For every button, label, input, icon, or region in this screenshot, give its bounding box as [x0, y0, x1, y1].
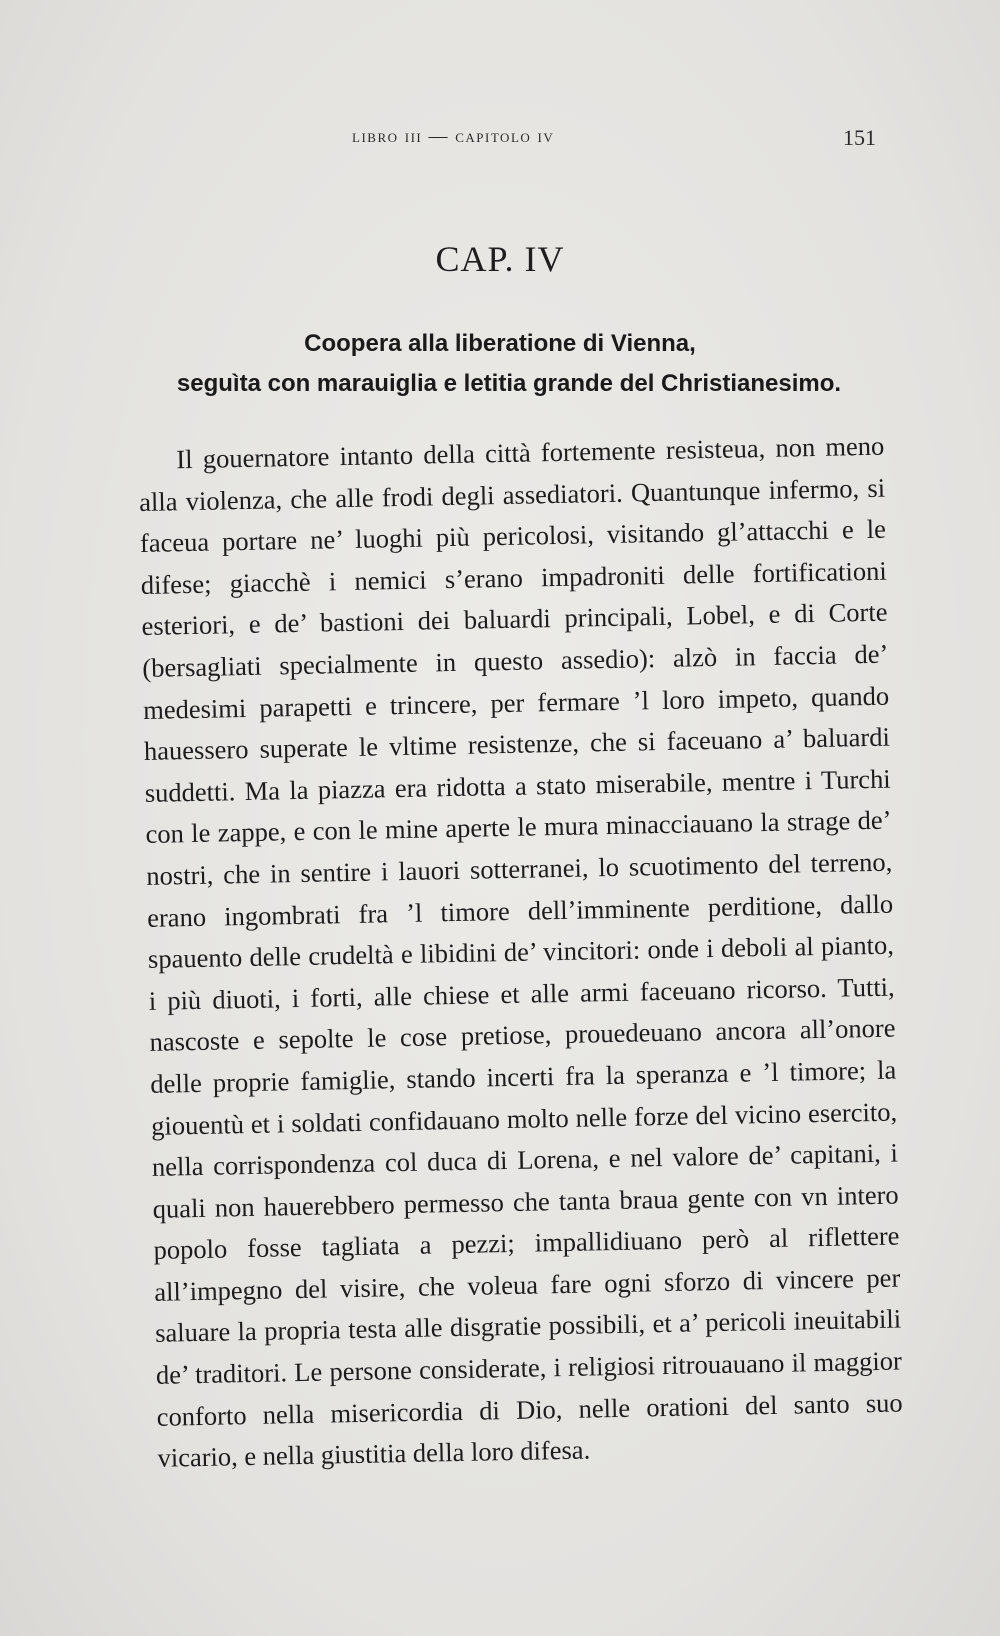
running-header	[0, 126, 1000, 156]
body-text	[138, 426, 904, 1480]
chapter-title: CAP. IV	[435, 239, 565, 279]
subtitle-line-2: seguìta con marauiglia e letitia grande del Christianesimo.	[176, 370, 842, 397]
subtitle-line-1: Coopera alla liberatione di Vienna,	[304, 330, 696, 357]
page-number: 151	[843, 125, 876, 150]
chapter-subtitle	[0, 324, 1000, 404]
paragraph: Il gouernatore intanto della città fortemente resisteua, non meno alla violenza, che alle frodi degli assediatori. Quantunque infermo, si faceua portare ne’ luoghi più pericolosi, visitando gl’attacchi e le difese; giacchè i nemici s’erano impadroniti delle fortificationi esteriori, e de’ bastioni dei baluardi principali, Lobel, e di Corte (bersagliati specialmente in questo assedio): alzò in faccia de’ medesimi parapetti e trincere, per fermare ’l loro impeto, quando hauessero superate le vltime resistenze, che si faceuano a’ baluardi suddetti. Ma la piazza era ridotta a stato miserabile, mentre i Turchi con le zappe, e con le mine aperte le mura minacciauano la strage de’ nostri, che in sentire i lauori sotterranei, lo scuotimento del terreno, erano ingombrati fra ’l timore dell’imminente perditione, dallo spauento delle crudeltà e libidini de’ vincitori: onde i deboli al pianto, i più diuoti, i forti, alle chiese et alle armi faceuano ricorso. Tutti, nascoste e sepolte le cose pretiose, prouedeuano ancora all’onore delle proprie famiglie, stando incerti fra la speranza e ’l timore; la giouentù et i soldati confidauano molto nelle forze del vicino esercito, nella corrispondenza col duca di Lorena, e nel valore de’ capitani, i quali non hauerebbero permesso che tanta braua gente con vn intero popolo fosse tagliata a pezzi; impallidiuano però al riflettere all’impegno del visire, che voleua fare ogni sforzo di vincere per saluare la propria testa alle disgratie possibili, et a’ pericoli ineuitabili de’ traditori. Le persone considerate, i religiosi ritrouauano il maggior conforto nella misericordia di Dio, nelle orationi del santo suo vicario, e nella giustitia della loro difesa.	[138, 430, 903, 1474]
running-title: libro iii — capitolo iv	[352, 126, 555, 147]
